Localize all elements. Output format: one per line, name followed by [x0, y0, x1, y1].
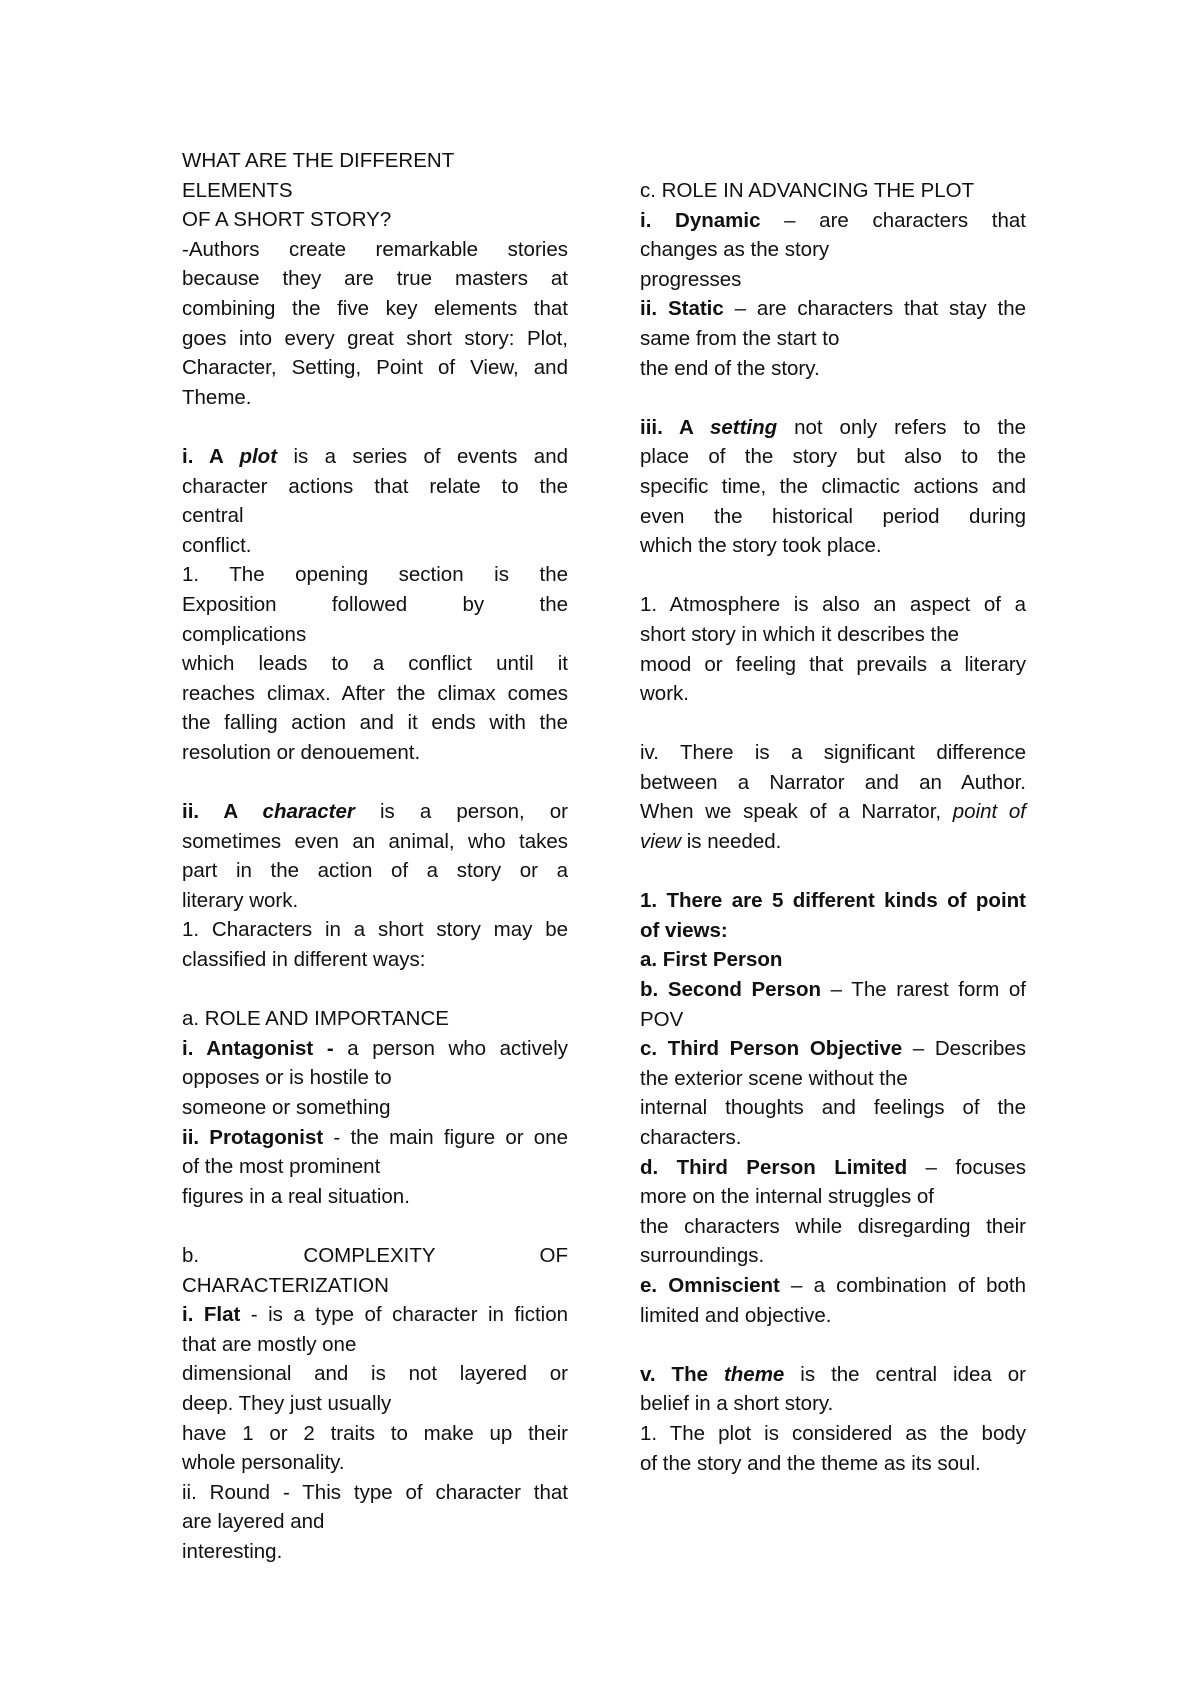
plot-line: central: [182, 504, 244, 528]
complexity-heading: b. COMPLEXITY OF: [182, 1243, 568, 1267]
setting-line: place of the story but also to the: [640, 445, 1026, 469]
pov-line: the exterior scene without the: [640, 1066, 908, 1090]
plot-term: plot: [239, 444, 278, 468]
theme-number: v. The: [640, 1362, 724, 1386]
atmosphere-line: 1. Atmosphere is also an aspect of a: [640, 593, 1026, 617]
antagonist-line: opposes or is hostile to: [182, 1066, 392, 1090]
character-line: sometimes even an animal, who takes: [182, 829, 568, 853]
character-line: literary work.: [182, 888, 299, 912]
flat-line: that are mostly one: [182, 1332, 357, 1356]
atmosphere-line: work.: [640, 682, 689, 706]
left-column: [182, 146, 568, 1567]
round-line: ii. Round - This type of character that: [182, 1480, 568, 1504]
antagonist-line: someone or something: [182, 1096, 391, 1119]
view-term: view: [640, 830, 682, 854]
protagonist-label: ii. Protagonist: [182, 1125, 324, 1149]
atmosphere-line: short story in which it describes the: [640, 622, 960, 646]
pov-third-limited: d. Third Person Limited – focuses: [640, 1155, 1026, 1179]
exposition-line: 1. The opening section is the: [182, 563, 568, 587]
round-line: interesting.: [182, 1539, 283, 1563]
right-column: [640, 176, 1026, 1478]
role-heading: a. ROLE AND IMPORTANCE: [182, 1007, 449, 1031]
exposition-line: the falling action and it ends with the: [182, 711, 568, 735]
intro-line: -Authors create remarkable stories: [182, 237, 568, 261]
plot-line: conflict.: [182, 533, 252, 557]
theme-line: of the story and the theme as its soul.: [640, 1451, 981, 1475]
pov-heading: of views:: [640, 918, 728, 942]
flat-label: i. Flat: [182, 1303, 241, 1327]
pov-first-person: a. First Person: [640, 948, 783, 972]
character-number: ii. A: [182, 800, 263, 824]
character-term: character: [262, 800, 355, 824]
flat-definition: i. Flat - is a type of character in fiction: [182, 1303, 568, 1327]
point-of-term: point of: [952, 800, 1026, 824]
pov-line: the characters while disregarding their: [640, 1214, 1026, 1238]
intro-line: Theme.: [182, 385, 252, 409]
flat-line: deep. They just usually: [182, 1391, 392, 1415]
setting-term: setting: [709, 415, 778, 439]
narrator-line: iv. There is a significant difference: [640, 741, 1026, 765]
narrator-line: When we speak of a Narrator, point of: [640, 800, 1026, 824]
advancing-plot-heading: c. ROLE IN ADVANCING THE PLOT: [640, 179, 975, 202]
antagonist-label: i. Antagonist -: [182, 1036, 334, 1060]
dynamic-line: changes as the story: [640, 238, 830, 262]
setting-definition: iii. A setting not only refers to the: [640, 415, 1026, 439]
character-line: classified in different ways:: [182, 948, 426, 972]
character-line: 1. Characters in a short story may be: [182, 918, 568, 942]
pov-heading: 1. There are 5 different kinds of point: [640, 889, 1026, 913]
flat-line: dimensional and is not layered or: [182, 1362, 568, 1386]
dynamic-line: progresses: [640, 267, 742, 291]
pov-second-person: b. Second Person – The rarest form of: [640, 978, 1026, 1002]
exposition-line: resolution or denouement.: [182, 740, 421, 764]
static-line: the end of the story.: [640, 356, 820, 380]
theme-line: belief in a short story.: [640, 1392, 834, 1416]
pov-line: characters.: [640, 1126, 742, 1149]
atmosphere-line: mood or feeling that prevails a literary: [640, 652, 1026, 676]
narrator-line: between a Narrator and an Author.: [640, 770, 1026, 794]
pov-line: more on the internal struggles of: [640, 1185, 934, 1209]
exposition-line: reaches climax. After the climax comes: [182, 681, 568, 705]
flat-line: whole personality.: [182, 1451, 345, 1475]
character-line: part in the action of a story or a: [182, 859, 568, 883]
intro-line: goes into every great short story: Plot,: [182, 326, 568, 350]
character-definition: ii. A character is a person, or: [182, 800, 569, 824]
protagonist-line: of the most prominent: [182, 1155, 381, 1179]
plot-definition: i. A plot is a series of events and: [182, 444, 568, 468]
intro-line: Character, Setting, Point of View, and: [182, 356, 568, 380]
pov-omniscient: e. Omniscient – a combination of both: [640, 1273, 1026, 1297]
static-label: ii. Static: [640, 297, 724, 321]
exposition-line: Exposition followed by the: [182, 592, 568, 616]
narrator-line: view is needed.: [640, 830, 782, 854]
pov-line: limited and objective.: [640, 1303, 832, 1327]
plot-number: i. A: [182, 444, 240, 468]
complexity-heading: CHARACTERIZATION: [182, 1273, 389, 1297]
protagonist-definition: ii. Protagonist - the main figure or one: [182, 1125, 568, 1149]
title-line-2: OF A SHORT STORY?: [182, 208, 392, 232]
flat-line: have 1 or 2 traits to make up their: [182, 1421, 568, 1445]
setting-number: iii. A: [640, 415, 710, 439]
dynamic-definition: i. Dynamic – are characters that: [640, 208, 1026, 232]
setting-line: even the historical period during: [640, 504, 1026, 528]
dynamic-label: i. Dynamic: [640, 208, 761, 232]
pov-line: surroundings.: [640, 1244, 765, 1268]
intro-line: because they are true masters at: [182, 267, 568, 291]
theme-term: theme: [723, 1362, 785, 1386]
round-line: are layered and: [182, 1510, 325, 1534]
theme-definition: v. The theme is the central idea or: [640, 1362, 1026, 1386]
exposition-line: complications: [182, 622, 307, 646]
setting-line: which the story took place.: [640, 534, 882, 558]
protagonist-line: figures in a real situation.: [182, 1184, 410, 1208]
pov-third-objective: c. Third Person Objective – Describes: [640, 1037, 1026, 1061]
static-line: same from the start to: [640, 326, 840, 350]
intro-line: combining the five key elements that: [182, 296, 568, 320]
plot-line: character actions that relate to the: [182, 474, 568, 498]
antagonist-definition: i. Antagonist - a person who actively: [182, 1036, 568, 1060]
pov-line: POV: [640, 1007, 684, 1031]
pov-line: internal thoughts and feelings of the: [640, 1096, 1026, 1120]
title-line-1: WHAT ARE THE DIFFERENT ELEMENTS: [182, 149, 454, 202]
setting-line: specific time, the climactic actions and: [640, 474, 1026, 498]
exposition-line: which leads to a conflict until it: [182, 652, 568, 676]
theme-line: 1. The plot is considered as the body: [640, 1421, 1026, 1445]
static-definition: ii. Static – are characters that stay the: [640, 297, 1026, 321]
